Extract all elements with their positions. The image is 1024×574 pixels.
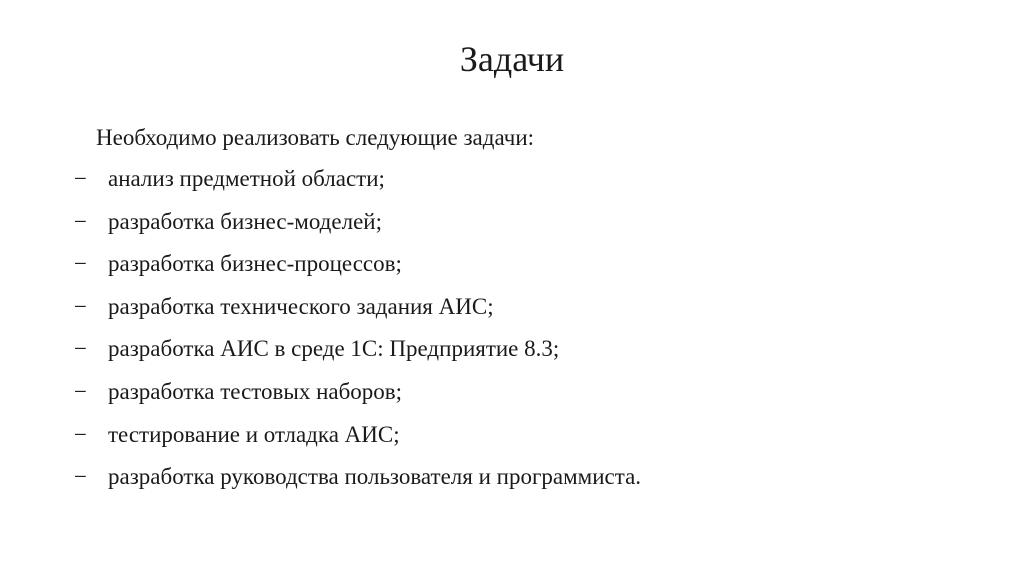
- task-list: [72, 164, 641, 505]
- task-text: разработка бизнес-моделей;: [108, 208, 382, 234]
- dash-bullet: −: [74, 208, 87, 234]
- task-text: разработка АИС в среде 1С: Предприятие 8.3;: [108, 336, 560, 362]
- dash-bullet: −: [74, 251, 87, 277]
- intro-text: Необходимо реализовать следующие задачи:: [96, 125, 535, 150]
- task-text: разработка технического задания АИС;: [108, 293, 494, 319]
- dash-bullet: −: [74, 166, 87, 191]
- dash-bullet: −: [74, 336, 87, 362]
- dash-bullet: −: [74, 421, 87, 447]
- list-item: [72, 207, 641, 250]
- list-item: [72, 292, 641, 335]
- task-text: тестирование и отладка АИС;: [108, 421, 400, 447]
- list-item: [72, 377, 641, 420]
- task-text: разработка руководства пользователя и программиста.: [108, 464, 642, 490]
- slide-title: Задачи: [459, 39, 565, 79]
- list-item: [72, 334, 641, 377]
- dash-bullet: −: [74, 378, 87, 404]
- list-item: [72, 164, 641, 207]
- list-item: [72, 420, 641, 463]
- task-text: разработка бизнес-процессов;: [108, 251, 402, 277]
- task-text: разработка тестовых наборов;: [108, 378, 403, 404]
- list-item: [72, 462, 641, 505]
- list-item: [72, 249, 641, 292]
- dash-bullet: −: [74, 293, 87, 319]
- dash-bullet: −: [74, 464, 87, 490]
- task-text: анализ предметной области;: [108, 166, 385, 191]
